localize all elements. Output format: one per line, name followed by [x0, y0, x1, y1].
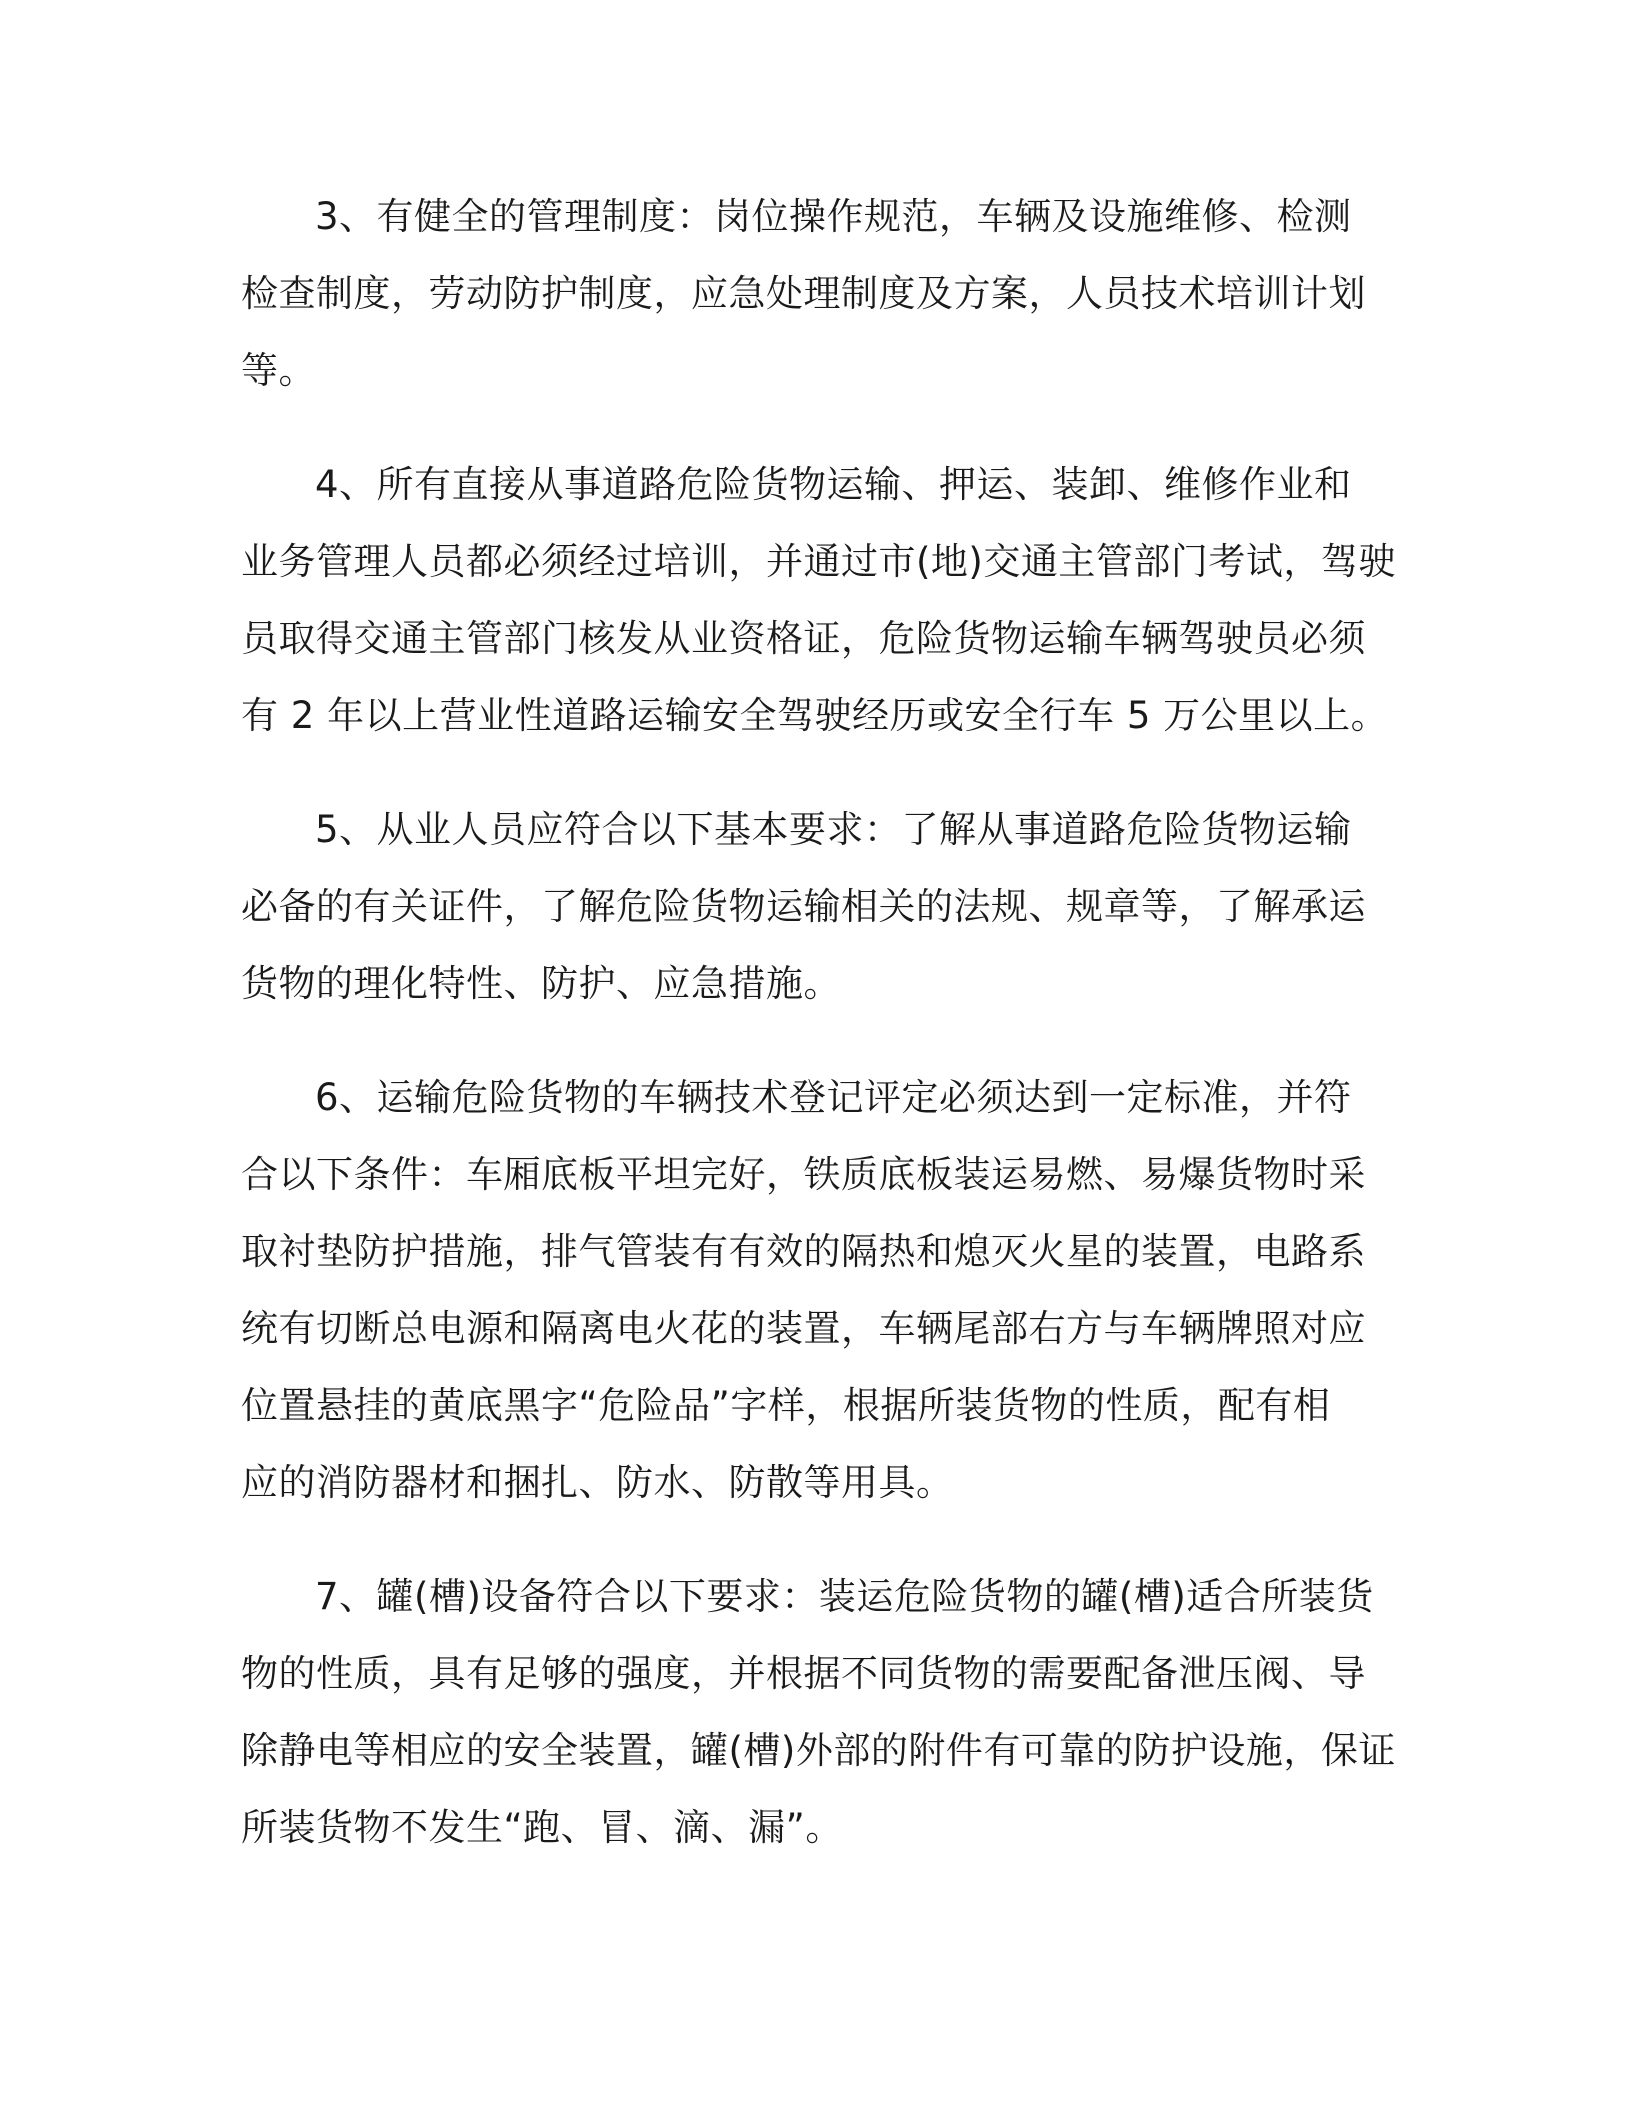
text-line: 物的性质，具有足够的强度，并根据不同货物的需要配备泄压阀、导: [241, 1652, 1366, 1695]
text-line: 业务管理人员都必须经过培训，并通过市(地)交通主管部门考试，驾驶: [241, 540, 1396, 583]
text-line: 必备的有关证件，了解危险货物运输相关的法规、规章等，了解承运: [241, 885, 1366, 928]
document-body: [241, 178, 1396, 1903]
text-line: 7、罐(槽)设备符合以下要求：装运危险货物的罐(槽)适合所装货: [315, 1575, 1374, 1618]
text-line: 等。: [241, 349, 316, 392]
paragraph-7: [241, 1558, 1396, 1866]
text-line: 合以下条件：车厢底板平坦完好，铁质底板装运易燃、易爆货物时采: [241, 1153, 1366, 1196]
text-line: 员取得交通主管部门核发从业资格证，危险货物运输车辆驾驶员必须: [241, 617, 1366, 660]
text-line: 位置悬挂的黄底黑字“危险品”字样，根据所装货物的性质，配有相: [241, 1384, 1331, 1427]
paragraph-3: [241, 178, 1391, 409]
text-line: 6、运输危险货物的车辆技术登记评定必须达到一定标准，并符: [315, 1076, 1352, 1119]
text-line: 检查制度，劳动防护制度，应急处理制度及方案，人员技术培训计划: [241, 272, 1366, 315]
paragraph-6: [241, 1059, 1391, 1521]
text-line: 4、所有直接从事道路危险货物运输、押运、装卸、维修作业和: [315, 463, 1352, 506]
text-line: 应的消防器材和捆扎、防水、防散等用具。: [241, 1461, 954, 1504]
text-line: 除静电等相应的安全装置，罐(槽)外部的附件有可靠的防护设施，保证: [241, 1729, 1396, 1772]
text-line: 货物的理化特性、防护、应急措施。: [241, 962, 841, 1005]
text-line: 取衬垫防护措施，排气管装有有效的隔热和熄灭火星的装置，电路系: [241, 1230, 1366, 1273]
text-line: 统有切断总电源和隔离电火花的装置，车辆尾部右方与车辆牌照对应: [241, 1307, 1366, 1350]
paragraph-5: [241, 791, 1391, 1022]
text-line: 5、从业人员应符合以下基本要求：了解从事道路危险货物运输: [315, 808, 1352, 851]
paragraph-4: [241, 446, 1396, 754]
text-line: 有 2 年以上营业性道路运输安全驾驶经历或安全行车 5 万公里以上。: [241, 694, 1389, 737]
text-line: 3、有健全的管理制度：岗位操作规范，车辆及设施维修、检测: [315, 195, 1352, 238]
text-line: 所装货物不发生“跑、冒、滴、漏”。: [241, 1806, 843, 1849]
